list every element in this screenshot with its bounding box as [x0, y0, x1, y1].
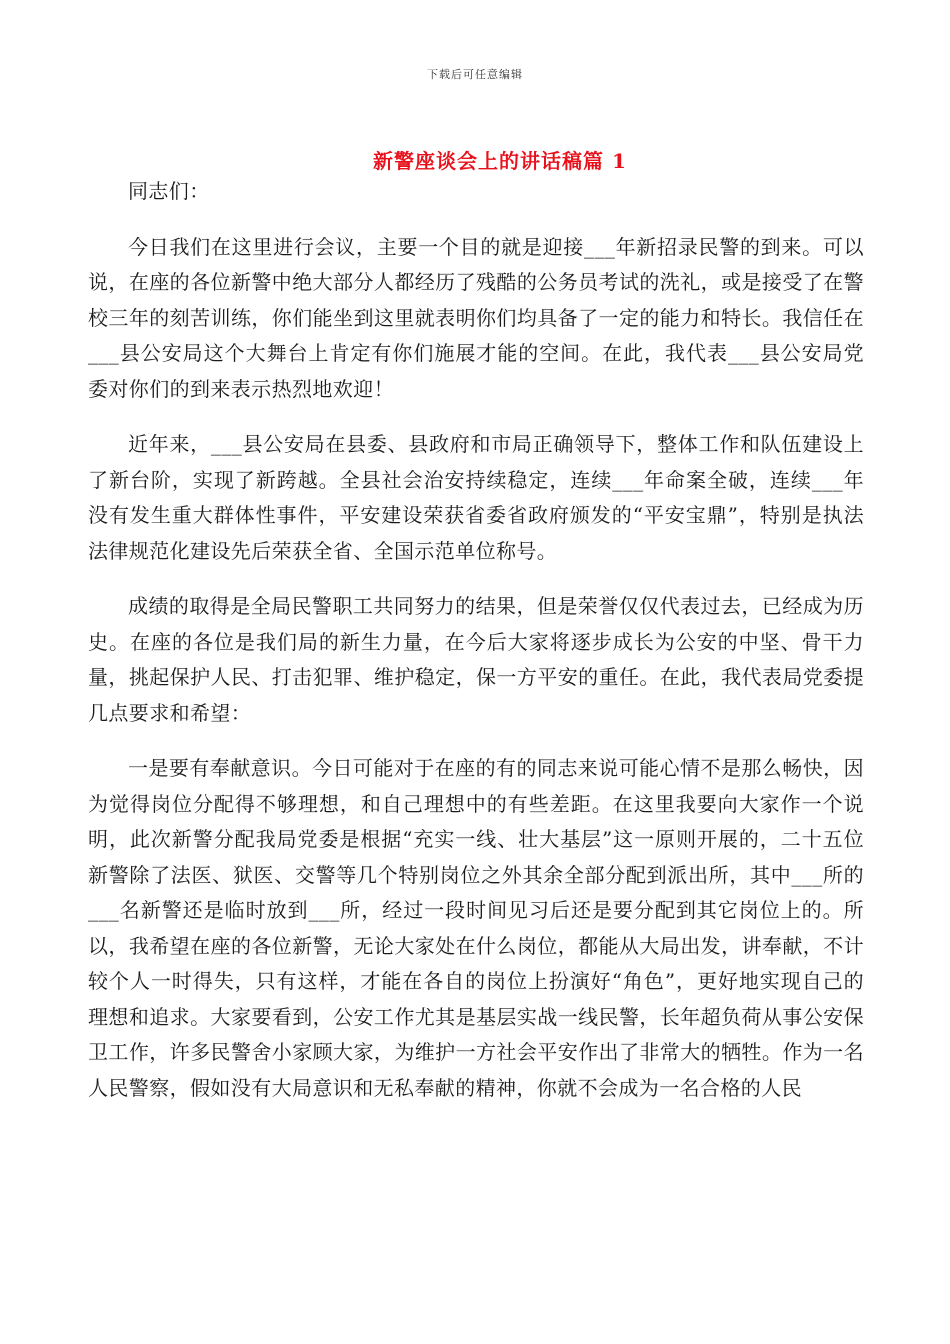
paragraph-1: 今日我们在这里进行会议，主要一个目的就是迎接___年新招录民警的到来。可以说，在座的各位新警中绝大部分人都经历了残酷的公务员考试的洗礼，或是接受了在警校三年的刻苦训练，你们能坐到这里就表明你们均具备了一定的能力和特长。我信任在___县公安局这个大舞台上肯定有你们施展才能的空间。在此，我代表___县公安局党委对你们的到来表示热烈地欢迎！ [88, 234, 864, 401]
paragraph-4: 一是要有奉献意识。今日可能对于在座的有的同志来说可能心情不是那么畅快，因为觉得岗位分配得不够理想，和自己理想中的有些差距。在这里我要向大家作一个说明，此次新警分配我局党委是根据“充实一线、壮大基层”这一原则开展的，二十五位新警除了法医、狱医、交警等几个特别岗位之外其余全部分配到派出所，其中___所的___名新警还是临时放到___所，经过一段时间见习后还是要分配到其它岗位上的。所以，我希望在座的各位新警，无论大家处在什么岗位，都能从大局出发，讲奉献，不计较个人一时得失，只有这样，才能在各自的岗位上扮演好“角色”，更好地实现自己的理想和追求。大家要看到，公安工作尤其是基层实战一线民警，长年超负荷从事公安保卫工作，许多民警舍小家顾大家，为维护一方社会平安作出了非常大的牺牲。作为一名人民警察，假如没有大局意识和无私奉献的精神，你就不会成为一名合格的人民 [88, 756, 864, 1100]
paragraph-2: 近年来，___县公安局在县委、县政府和市局正确领导下，整体工作和队伍建设上了新台阶，实现了新跨越。全县社会治安持续稳定，连续___年命案全破，连续___年没有发生重大群体性事件，平安建设荣获省委省政府颁发的“平安宝鼎”，特别是执法法律规范化建设先后荣获全省、全国示范单位称号。 [88, 432, 864, 563]
document-body [88, 170, 864, 1126]
header-note: 下载后可任意编辑 [427, 68, 523, 81]
paragraph-3: 成绩的取得是全局民警职工共同努力的结果，但是荣誉仅仅代表过去，已经成为历史。在座的各位是我们局的新生力量，在今后大家将逐步成长为公安的中坚、骨干力量，挑起保护人民、打击犯罪、维护稳定，保一方平安的重任。在此，我代表局党委提几点要求和希望： [88, 594, 864, 725]
salutation: 同志们： [128, 179, 210, 203]
document-title: 新警座谈会上的讲话稿篇 1 [373, 149, 627, 173]
